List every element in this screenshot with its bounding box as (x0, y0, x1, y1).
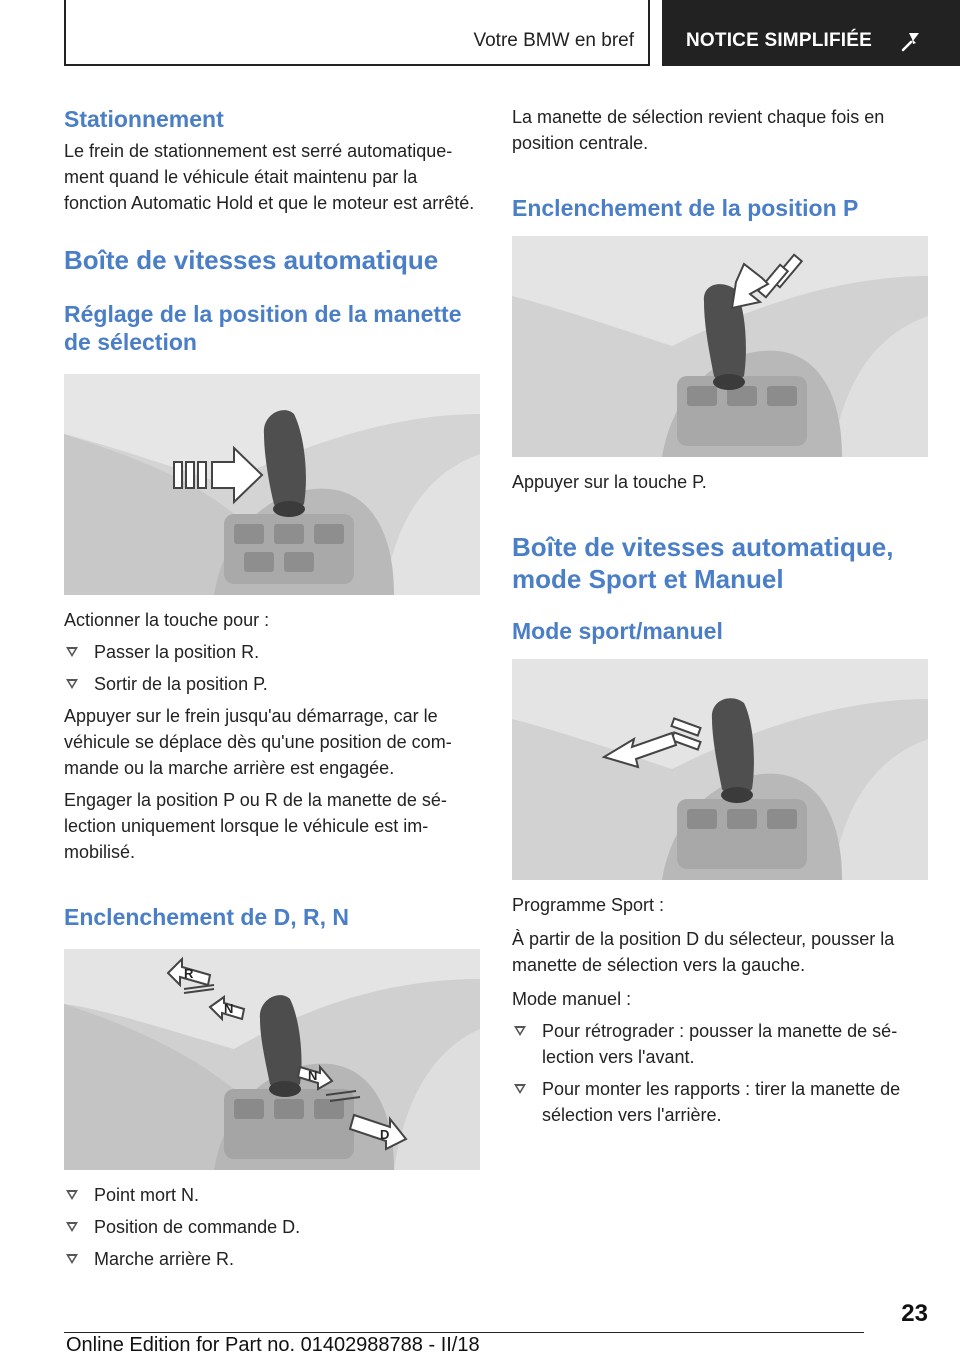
park-button-figure (512, 236, 928, 457)
header-chapter-tab (662, 0, 960, 66)
header-section-tab (64, 0, 650, 66)
partir-paragraph: À partir de la position D du sélecteur, pousser la manette de sélection vers la gauche. (512, 929, 895, 975)
sport-heading: Boîte de vitesses automatique, mode Sport et Manuel (512, 532, 894, 594)
bullet-triangle-icon (66, 1190, 78, 1200)
selector-lever-unlock-figure (64, 374, 480, 595)
engager-paragraph: Engager la position P ou R de la manette de sélection uniquement lorsque le véhicule est immobilisé. (64, 790, 447, 862)
left-column (64, 104, 480, 1272)
appuyer-paragraph: Appuyer sur le frein jusqu'au démarrage, car le véhicule se déplace dès qu'une position de commande ou la marche arrière est engagée. (64, 706, 452, 778)
bullet-triangle-icon (66, 1254, 78, 1264)
list-item: Marche arrière R. (64, 1246, 480, 1272)
reglage-heading: Réglage de la position de la manette de sélection (64, 301, 462, 355)
sport-manual-figure (512, 659, 928, 880)
bullet-triangle-icon (514, 1084, 526, 1094)
list-item: Pour monter les rapports : tirer la manette de sélection vers l'arrière. (512, 1076, 928, 1128)
quick-reference-icon (900, 30, 922, 52)
mode-manuel-paragraph: Mode manuel : (512, 989, 632, 1009)
programme-sport-paragraph: Programme Sport : (512, 895, 665, 915)
mode-sport-manuel-heading: Mode sport/manuel (512, 618, 723, 644)
fig-label-r: R (184, 966, 194, 981)
revient-paragraph: La manette de sélection revient chaque fois en position centrale. (512, 107, 885, 153)
drn-list (64, 1182, 480, 1272)
list-item: Point mort N. (64, 1182, 480, 1208)
footer-edition-text: Online Edition for Part no. 01402988788 - II/18 (66, 1334, 480, 1356)
boite-heading: Boîte de vitesses automatique (64, 245, 439, 275)
fig-label-n-top: N (224, 1001, 234, 1016)
enclenchement-p-heading: Enclenchement de la position P (512, 195, 859, 221)
appuyer-p-paragraph: Appuyer sur la touche P. (512, 472, 707, 492)
manuel-list (512, 1018, 928, 1128)
actionner-paragraph: Actionner la touche pour : (64, 610, 270, 630)
footer-divider (64, 1332, 864, 1333)
header-chapter-title: NOTICE SIMPLIFIÉE (686, 30, 873, 51)
bullet-triangle-icon (514, 1026, 526, 1036)
fig-label-n-bottom: N (308, 1068, 318, 1083)
bullet-triangle-icon (66, 647, 78, 657)
enclenchement-drn-heading: Enclenchement de D, R, N (64, 904, 350, 930)
bullet-triangle-icon (66, 679, 78, 689)
header-section-title: Votre BMW en bref (473, 30, 634, 51)
bullet-triangle-icon (66, 1222, 78, 1232)
right-column (512, 104, 928, 1128)
stationnement-heading: Stationnement (64, 106, 224, 132)
list-item: Sortir de la position P. (64, 671, 480, 697)
page-number: 23 (901, 1300, 928, 1327)
stationnement-paragraph: Le frein de stationnement est serré automatiquement quand le véhicule était maintenu par la fonction Automatic Hold et que le moteur est arrêté. (64, 141, 475, 213)
fig-label-d: D (380, 1127, 390, 1142)
actionner-list (64, 639, 480, 697)
list-item: Position de commande D. (64, 1214, 480, 1240)
list-item: Passer la position R. (64, 639, 480, 665)
drn-positions-figure (64, 949, 480, 1170)
list-item: Pour rétrograder : pousser la manette de sélection vers l'avant. (512, 1018, 928, 1070)
